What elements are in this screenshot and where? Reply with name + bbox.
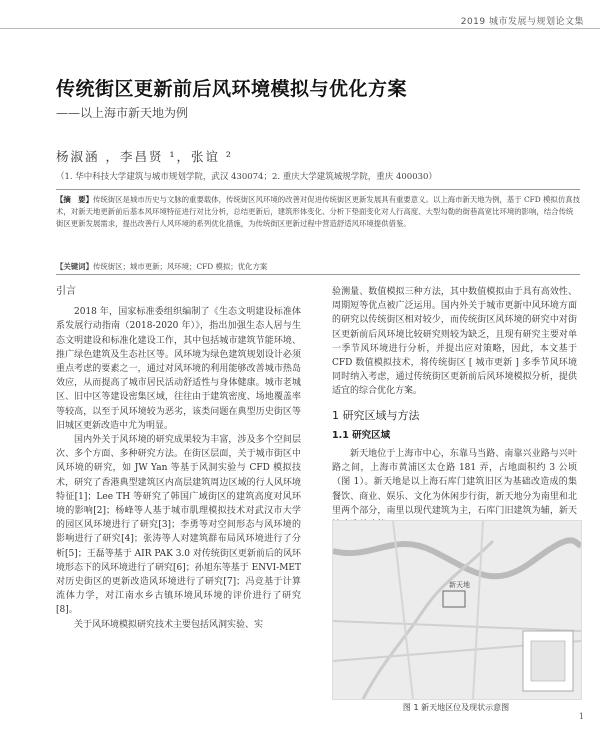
site-label: 新天地 [449, 581, 470, 589]
subsection-heading: 1.1 研究区域 [332, 429, 391, 441]
section-heading: 1 研究区域与方法 [332, 408, 420, 422]
paper-subtitle: ——以上海市新天地为例 [56, 106, 189, 120]
abstract [56, 194, 580, 231]
right-column [332, 285, 577, 532]
abstract-text: 传统街区是城市历史与文脉的重要载体，传统街区风环境的改善对促进传统街区更新发展具有重要意义。以上海市新天地为例，基于 CFD 模拟仿真技术，对新天地更新前后基本风环境特征进行对比分析，总结更新后，建筑形体变化、分析下垫面变化对人行高度、大型勾勒的街巷高宽比环境的影响，结合传统街区更新发展需求，提出改善行人风环境的系列优化措施，为传统街区更新过程中营造舒适风环境提供借鉴。 [56, 195, 580, 229]
intro-heading: 引言 [56, 286, 76, 297]
figure-caption: 图 1 新天地区位及现状示意图 [402, 703, 510, 712]
header-divider [0, 28, 600, 29]
paragraph: 关于风环境模拟研究技术主要包括风洞实验、实 [74, 619, 264, 630]
paper-title: 传统街区更新前后风环境模拟与优化方案 [56, 78, 408, 100]
keywords-label: 【关键词】 [56, 262, 93, 271]
authors: 杨淑涵 ，李昌贤 ¹，张谊 ² [56, 149, 233, 164]
affiliation: （1. 华中科技大学建筑与城市规划学院，武汉 430074；2. 重庆大学建筑城规学院，重庆 400030） [56, 172, 437, 182]
map-graphic [333, 521, 581, 699]
keywords [56, 261, 580, 272]
page-number: 1 [578, 712, 584, 721]
journal-header: 2019 城市发展与规划论文集 [460, 17, 584, 27]
location-map [332, 520, 582, 700]
paragraph: 2018 年，国家标准委组织编制了《生态文明建设标准体系发展行动指南（2018-2020 年）》，指出加强生态人居与生态文明建设和标准化建设工作，其中包括城市建筑节能环境、推广绿色建筑及生态社区等。风环境为绿色建筑规划设计必须重点考虑的要素之一，通过对风环境的利用能够改善城市热岛效应，从而提高了城市居民活动舒适性与身体健康。城市老城区、旧中区等建设密集区域，往往由于建筑密度、场地覆盖率等较高，以至于风环境较为恶劣，该类问题在典型历史街区等旧城区更新改造中尤为明显。 [56, 307, 301, 431]
paragraph: 验测量、数值模拟三种方法，其中数值模拟由于具有高效性、周期短等优点被广泛运用。国内外关于城市更新中风环境方面的研究以传统街区相对较少，而传统街区风环境的研究中对街区更新前后风环境比较研究则较为缺乏，且现有研究主要对单一季节风环境进行分析，并提出应对策略，因此，本文基于 CFD 数值模拟技术，将传统街区 [ 城市更新 ] 多季节风环境同时纳入考虑，通过传统街区更新前后风环境模拟分析，提供适宜的综合优化方案。 [332, 287, 577, 397]
abstract-label: 【摘 要】 [56, 195, 93, 204]
paragraph: 国内外关于风环境的研究成果较为丰富，涉及多个空间层次、多个方面、多种研究方法。在街区层面，关于城市街区中风环境的研究，如 JW Yan 等基于风洞实验与 CFD 模拟技术，研究了香港典型建筑区内高层建筑周边区域的行人风环境特征[1]；Lee TH 等研究了韩国广域街区的建筑高度对风环境的影响[2]；杨峰等人基于城市肌理模拟技术对武汉市大学的园区风环境进行了研究[3]；李勇等对空间形态与风环境的影响进行了研究[4]；张涛等人对建筑群布局风环境进行了分析[5]；王磊等基于 AIR PAK 3.0 对传统街区更新前后的风环境形态下的风环境进行了研究[6]；孙旭东等基于 ENVI-MET 对历史街区的更新改造风环境进行了研究[7]；冯竞基于计算流体力学，对江南水乡古镇环境风环境的评价进行了研究[8]。 [56, 435, 301, 616]
paragraph: 新天地位于上海市中心，东靠马当路、南靠兴业路与兴叶路之间，上海市黄浦区太仓路 181 弄，占地面积约 3 公顷（图 1）。新天地是以上海石库门建筑旧区为基础改造成的集餐饮、商业、娱乐、文化为休闲步行街，新天地分为南里和北里两个部分，南里以现代建筑为主，石库门旧建筑为辅，新天 [332, 449, 577, 516]
left-column [56, 285, 301, 632]
keywords-text: 传统街区；城市更新；风环境；CFD 模拟；优化方案 [92, 262, 268, 271]
